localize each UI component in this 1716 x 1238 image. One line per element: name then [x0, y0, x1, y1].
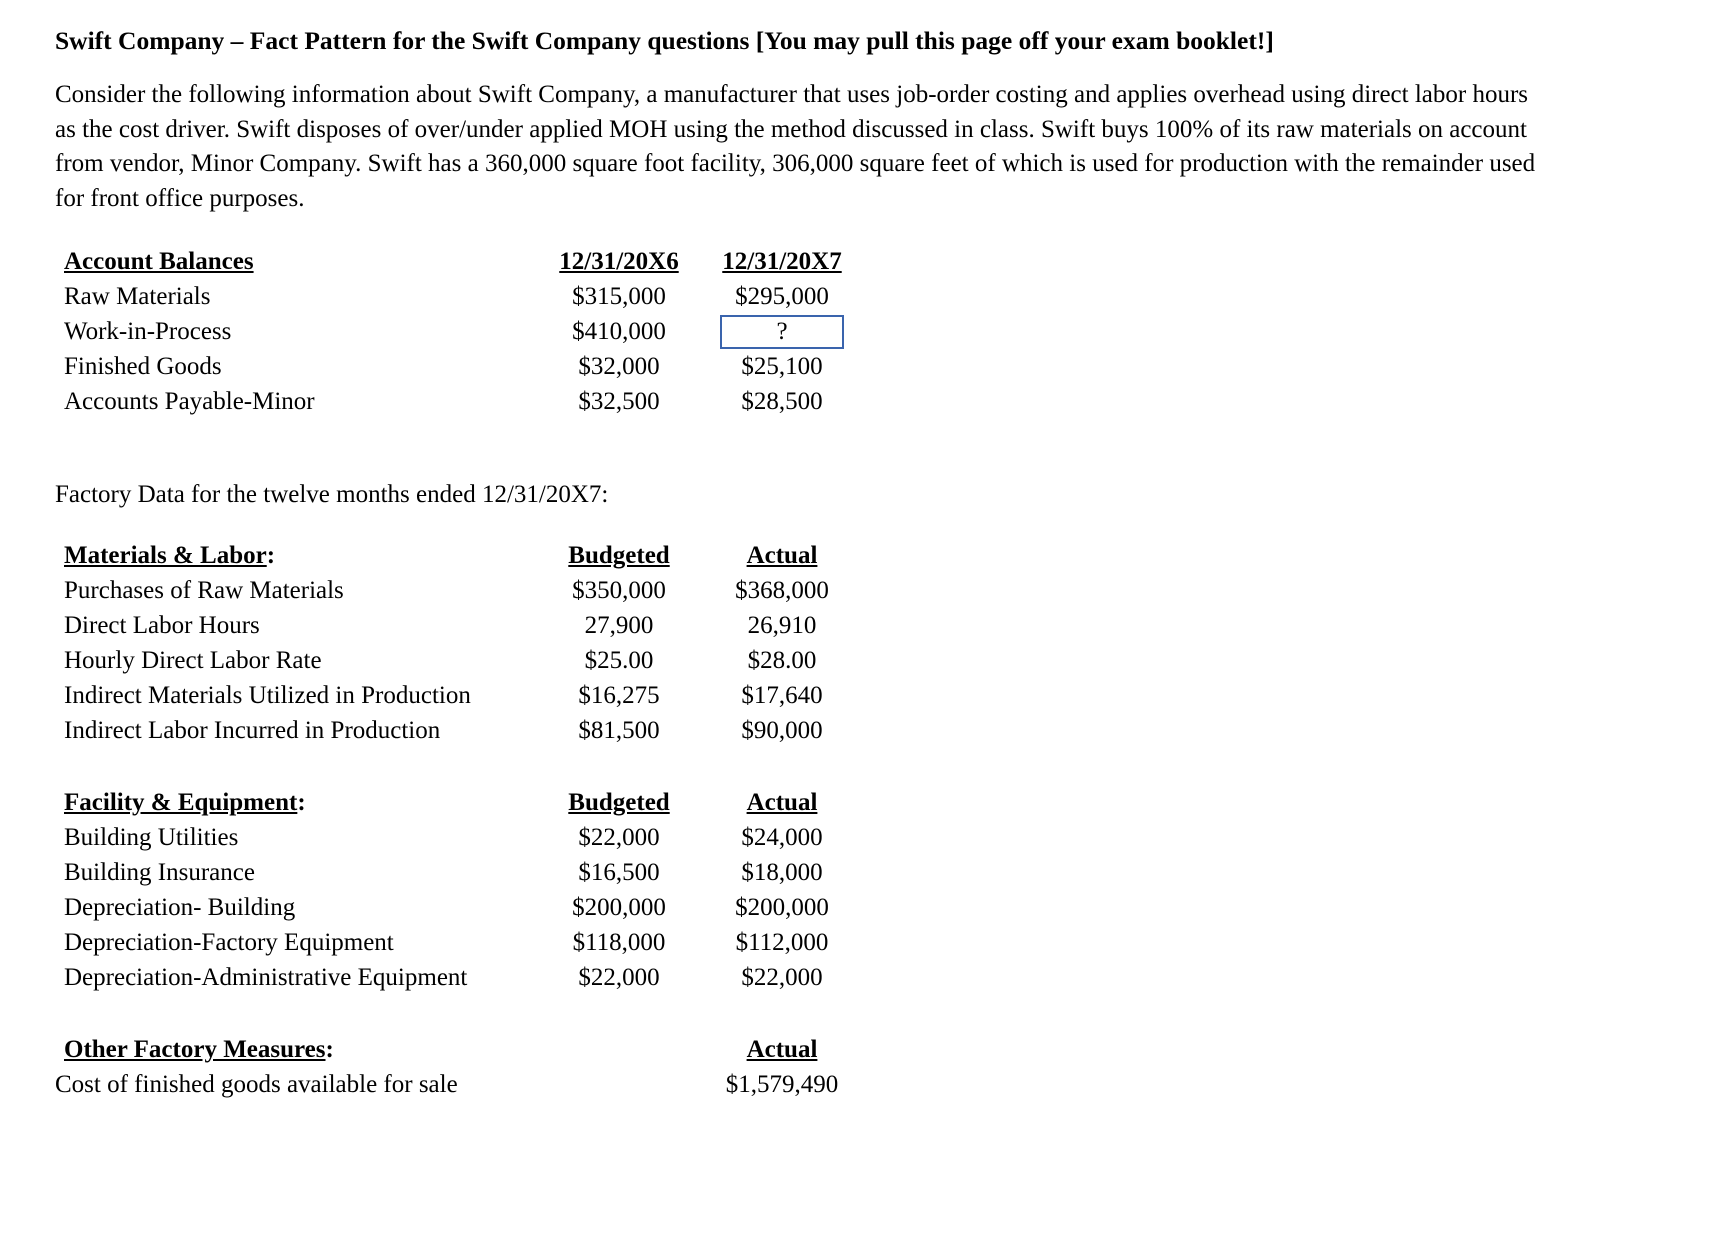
facility-equipment-heading-colon: :	[297, 789, 306, 817]
column-header-20x7	[699, 244, 865, 279]
column-header-20x6	[539, 244, 699, 279]
value-cell-20x7: $295,000	[735, 283, 829, 310]
row-label: Accounts Payable-Minor	[64, 388, 315, 416]
row-label: Depreciation-Administrative Equipment	[64, 964, 468, 992]
intro-paragraph: Consider the following information about Swift Company, a manufacturer that uses job-order costing and applies overhead using direct labor hours as the cost driver. Swift disposes of over/under applied MOH using the method discussed in class. Swift buys 100% of its raw materials on account from vendor, Minor Company. Swift has a 360,000 square foot facility, 306,000 square feet of which is used for production with the remainder used for front office purposes.	[55, 81, 1536, 212]
column-header-actual-text: Actual	[746, 542, 818, 570]
value-cell-budgeted: $16,500	[578, 859, 660, 887]
row-label: Depreciation-Factory Equipment	[64, 929, 394, 957]
column-header-actual-text: Actual	[746, 1036, 818, 1064]
account-balances-heading-text: Account Balances	[64, 248, 254, 275]
other-factory-measures-heading-text: Other Factory Measures	[64, 1036, 326, 1064]
facility-equipment-header-cell	[64, 785, 539, 820]
wip-unknown-value-box: ?	[720, 315, 844, 349]
materials-labor-heading-colon: :	[266, 542, 276, 570]
value-cell-actual: $90,000	[741, 717, 823, 745]
row-label: Indirect Materials Utilized in Production	[64, 682, 471, 710]
row-label: Depreciation- Building	[64, 894, 296, 922]
account-balances-table	[64, 244, 1661, 419]
value-cell-budgeted: $16,275	[578, 682, 660, 710]
value-cell-actual: $24,000	[741, 824, 823, 852]
row-label: Raw Materials	[64, 283, 211, 310]
value-cell-actual: $368,000	[735, 577, 829, 605]
other-factory-measures-header-cell	[64, 1032, 539, 1067]
empty-cell	[539, 1067, 699, 1102]
value-cell-actual: $28.00	[747, 647, 817, 675]
other-factory-measures-heading-colon: :	[325, 1036, 334, 1064]
value-cell-20x6: $32,000	[578, 353, 660, 381]
value-cell-actual: $22,000	[741, 964, 823, 992]
value-cell-budgeted: $350,000	[572, 577, 666, 605]
materials-labor-table	[64, 538, 1661, 748]
value-cell-actual: $18,000	[741, 859, 823, 887]
value-cell-20x7: $28,500	[741, 388, 823, 416]
column-header-actual	[699, 1032, 865, 1067]
column-header-20x7-text: 12/31/20X7	[722, 248, 842, 275]
row-label: Work-in-Process	[64, 318, 232, 345]
empty-cell	[539, 1032, 699, 1067]
column-header-budgeted-text: Budgeted	[568, 789, 670, 817]
account-balances-header-cell	[64, 244, 539, 279]
facility-equipment-heading-text: Facility & Equipment	[64, 789, 298, 817]
value-cell-20x6: $32,500	[578, 388, 660, 416]
value-cell-budgeted: $81,500	[578, 717, 660, 745]
value-cell-20x7: $25,100	[741, 353, 823, 381]
column-header-actual	[699, 538, 865, 573]
row-label: Hourly Direct Labor Rate	[64, 647, 322, 675]
column-header-actual	[699, 785, 865, 820]
value-cell-20x6: $315,000	[572, 283, 666, 310]
row-label: Cost of finished goods available for sale	[55, 1071, 458, 1099]
column-header-actual-text: Actual	[746, 789, 818, 817]
value-cell-actual: $200,000	[735, 894, 829, 922]
column-header-budgeted	[539, 538, 699, 573]
column-header-budgeted	[539, 785, 699, 820]
materials-labor-heading-text: Materials & Labor	[64, 542, 267, 570]
value-cell-budgeted: $25.00	[584, 647, 654, 675]
value-cell-20x6: $410,000	[572, 318, 666, 345]
value-cell-20x7	[699, 314, 865, 349]
value-cell-budgeted: $118,000	[572, 929, 666, 957]
facility-equipment-table	[64, 785, 1661, 995]
value-cell-actual: $17,640	[741, 682, 823, 710]
value-cell-budgeted: $200,000	[572, 894, 666, 922]
value-cell-actual: 26,910	[747, 612, 817, 640]
row-label: Building Insurance	[64, 859, 255, 887]
value-cell-budgeted: $22,000	[578, 824, 660, 852]
column-header-budgeted-text: Budgeted	[568, 542, 670, 570]
value-cell-actual: $112,000	[735, 929, 829, 957]
row-label: Purchases of Raw Materials	[64, 577, 344, 605]
value-cell-budgeted: 27,900	[584, 612, 654, 640]
value-cell-actual: $1,579,490	[725, 1071, 839, 1099]
row-label: Building Utilities	[64, 824, 239, 852]
value-cell-budgeted: $22,000	[578, 964, 660, 992]
page-title: Swift Company – Fact Pattern for the Swift Company questions [You may pull this page off your exam booklet!]	[55, 26, 1274, 55]
factory-data-heading: Factory Data for the twelve months ended 12/31/20X7:	[55, 481, 609, 509]
row-label: Direct Labor Hours	[64, 612, 260, 640]
other-factory-measures-table	[55, 1032, 1661, 1102]
column-header-20x6-text: 12/31/20X6	[559, 248, 679, 275]
materials-labor-header-cell	[64, 538, 539, 573]
row-label: Indirect Labor Incurred in Production	[64, 717, 441, 745]
row-label: Finished Goods	[64, 353, 222, 381]
